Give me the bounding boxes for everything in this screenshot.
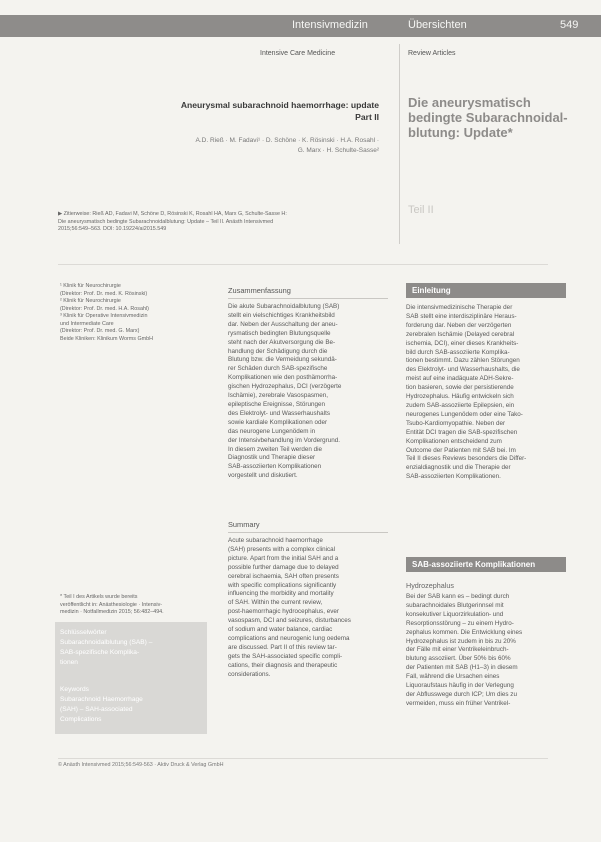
komplikationen-heading: SAB-assoziierte Komplikationen (406, 557, 566, 572)
summary-title: Summary (228, 520, 260, 529)
summary-body (228, 537, 388, 680)
english-title-line1: Aneurysmal subarachnoid haemorrhage: update (180, 100, 379, 110)
body-line: Blutung bzw. die Vermeidung sekundä- (228, 356, 337, 364)
body-line: der Patienten mit SAB (H1–3) in diesem (406, 664, 518, 672)
body-line: (SAH) presents with a complex clinical (228, 545, 336, 553)
keywords-box (55, 622, 207, 734)
body-line: des Elektrolyt- und Wasserhaushalts (228, 409, 330, 417)
body-line: Resorptionsstörung – zu einem Hydro- (406, 619, 514, 627)
body-line: Die akute Subarachnoidalblutung (SAB) (228, 303, 340, 310)
keywords-de-title: Schlüsselwörter (60, 629, 107, 636)
keywords-en-title: Keywords (60, 686, 89, 693)
keywords-en (60, 685, 143, 725)
body-line: der Fälle mit einer Ventrikeleinbruch- (406, 646, 509, 654)
body-line: neurogenes Lungenödem oder eine Tako- (406, 410, 523, 418)
body-line: possible further damage due to delayed (228, 563, 339, 571)
affiliation-line: Beide Kliniken: Klinikum Worms GmbH (60, 335, 154, 342)
citation-line1: ▶ Zitierweise: Rieß AD, Fadavi M, Schöne D, Rösinski K, Rosahl HA, Marx G, Schulte-Sasse H: (58, 211, 287, 217)
body-line: tion basieren, sowie der persistierende (406, 384, 514, 392)
body-line: Hydrozephalus. Häufig entwickeln sich (406, 393, 514, 401)
keyword-item: Subarachnoid Haemorrhage (60, 696, 143, 703)
body-line: rysmatisch bedingten Blutungsquelle (228, 329, 331, 337)
komplikationen-body (406, 593, 566, 709)
body-line: Outcome der Patienten mit SAB bei. Im (406, 446, 516, 454)
body-line: stellt ein vielschichtiges Krankheitsbild (228, 311, 335, 319)
body-line: Komplikationen entscheidend zum (406, 437, 502, 445)
english-authors (196, 136, 380, 155)
german-title-line2: bedingte Subarachnoidal- (408, 110, 568, 125)
body-line: der Abflusswege durch ICP; Um dies zu (406, 690, 517, 698)
body-line: vorgestellt und diskutiert. (228, 472, 298, 480)
german-title-line1: Die aneurysmatisch (408, 95, 531, 110)
english-title (181, 99, 379, 123)
body-line: zephalus kommen. Die Entwicklung eines (406, 628, 523, 636)
body-line: SAB-assoziierten Komplikationen. (406, 473, 501, 481)
body-line: gets the SAH-associated specific compli- (228, 652, 343, 660)
header-page-number: 549 (560, 19, 579, 31)
footer-copyright: © Anästh Intensivmed 2015;56:549-563 · Aktiv Druck & Verlag GmbH (58, 762, 224, 768)
affiliation-line: (Direktor: Prof. Dr. med. K. Rösinski) (60, 290, 148, 297)
footnote-line: veröffentlicht in: Anästhesiologie · Intensiv- (60, 601, 163, 608)
body-line: gischen Hydrozephalus, DCI (verzögerte (228, 383, 342, 391)
affiliation-line: (Direktor: Prof. Dr. med. G. Marx) (60, 328, 140, 334)
body-line: Die intensivmedizinische Therapie der (406, 304, 513, 311)
einleitung-heading: Einleitung (406, 283, 566, 298)
body-line: steht nach der Akutversorgung die Be- (228, 338, 336, 346)
footnote-line: medizin · Notfallmedizin 2015; 56:482–494. (60, 609, 164, 615)
german-title (408, 95, 568, 140)
body-line: Acute subarachnoid haemorrhage (228, 537, 323, 544)
body-line: with specific complications significantly (228, 581, 337, 589)
body-line: SAB stellt eine interdisziplinäre Heraus- (406, 312, 517, 320)
affiliation-line: und Intermediate Care (60, 320, 114, 327)
keyword-item: SAB-spezifische Komplika- (60, 649, 140, 656)
body-line: In diesem zweiten Teil werden die (228, 445, 323, 453)
body-line: Entität DCI tragen die SAB-spezifischen (406, 428, 518, 436)
body-line: epileptische Ereignisse, Störungen (228, 400, 325, 408)
body-line: Fall, während die Ursachen eines (406, 673, 500, 681)
body-line: bild durch SAB-assoziierte Komplika- (406, 348, 510, 356)
einleitung-body (406, 304, 566, 482)
body-line: tionen bestimmt. Dazu zählen Störungen (406, 357, 520, 365)
body-line: konsekutiver Liquorzirkulation- und (406, 610, 504, 618)
footnote-line: * Teil I des Artikels wurde bereits (60, 594, 138, 600)
body-line: are discussed. Part II of this review tar- (228, 643, 337, 651)
einleitung-section (406, 283, 566, 482)
body-line: des Elektrolyt- und Wasserhaushalts, die (406, 366, 520, 374)
body-line: Bei der SAB kann es – bedingt durch (406, 593, 510, 600)
body-line: handlung der Schädigung durch die (228, 347, 328, 355)
affiliation-line: ¹ Klinik für Neurochirurgie (60, 283, 121, 289)
header-divider (399, 44, 400, 244)
citation-line2: Die aneurysmatisch bedingte Subarachnoidalblutung: Update – Teil II. Anästh Intensivmed (58, 218, 274, 225)
body-line: Hydrozephalus ist zudem in bis zu 20% (406, 637, 516, 645)
body-line: Diagnostik und Therapie dieser (228, 454, 316, 462)
journal-header-bar (0, 15, 601, 37)
footer-divider (58, 758, 548, 759)
affiliation-line: ² Klinik für Neurochirurgie (60, 298, 121, 304)
body-line: der Intensivbehandlung im Vordergrund. (228, 436, 341, 444)
body-line: of sodium and water balance, cardiac (228, 626, 333, 634)
authors-line1: A.D. Rieß · M. Fadavi¹ · D. Schöne · K. Rösinski · H.A. Rosahl · (195, 137, 379, 144)
body-line: das neurogene Lungenödem in (228, 427, 316, 435)
citation-block (58, 211, 378, 234)
body-line: vasospasm, DCI and seizures, disturbances (228, 617, 351, 625)
body-line: ischemia, DCI), einer dieses Krankheits- (406, 339, 519, 347)
german-part: Teil II (408, 204, 434, 216)
body-line: blutung assoziiert. Über 50% bis 60% (406, 655, 511, 663)
body-line: of SAH. Within the current review, (228, 599, 323, 607)
body-line: rer Schäden durch SAB-spezifische (228, 365, 328, 373)
title-underline (228, 532, 388, 533)
footnote (60, 594, 210, 617)
body-line: considerations. (228, 670, 271, 678)
body-line: Liquoraufstaus häufig in der Verlegung (406, 682, 514, 690)
zusammenfassung-section (228, 286, 388, 481)
english-title-line2: Part II (355, 112, 379, 122)
body-line: sowie kardiale Komplikationen oder (228, 418, 328, 426)
body-line: enzialdiagnostik und die Therapie der (406, 464, 511, 472)
keyword-item: Subarachnoidalblutung (SAB) – (60, 639, 153, 646)
header-category: Übersichten (408, 19, 467, 31)
zusammenfassung-body (228, 303, 388, 481)
keyword-item: tionen (60, 659, 78, 666)
body-line: meist auf eine inadäquate ADH-Sekre- (406, 375, 514, 383)
section-divider (58, 264, 548, 265)
german-title-line3: blutung: Update* (408, 125, 513, 140)
body-line: cations, their diagnosis and therapeutic (228, 661, 338, 669)
body-line: Tsubo-Kardiomyopathie. Neben der (406, 419, 506, 427)
body-line: subarachnoidales Blutgerinnsel mit (406, 601, 504, 609)
body-line: zerebralen Ischämie (Delayed cerebral (406, 330, 515, 338)
authors-line2: G. Marx · H. Schulte-Sasse² (297, 146, 379, 154)
affiliations (60, 283, 200, 343)
body-line: vermeiden, muss ein früher Ventrikel- (406, 699, 511, 707)
affiliation-line: (Direktor: Prof. Dr. med. H.A. Rosahl) (60, 305, 149, 312)
body-line: picture. Apart from the initial SAH and a (228, 554, 339, 562)
keywords-de (60, 628, 152, 668)
body-line: Teil II dieses Reviews besonders die Differ- (406, 455, 527, 463)
title-underline (228, 298, 388, 299)
body-line: cerebral ischaemia, SAH often presents (228, 572, 339, 580)
hydrozephalus-subtitle: Hydrozephalus (406, 581, 454, 590)
body-line: influencing the morbidity and mortality (228, 590, 334, 598)
body-line: dar. Neben der Ausschaltung der aneu- (228, 320, 338, 328)
subheader-left: Intensive Care Medicine (260, 50, 336, 57)
body-line: Ischämie), zerebrale Vasospasmen, (228, 392, 328, 400)
komplikationen-section (406, 557, 566, 709)
keyword-item: (SAH) – SAH-associated (60, 706, 133, 713)
affiliation-line: ³ Klinik für Operative Intensivmedizin (60, 313, 148, 319)
zusammenfassung-title: Zusammenfassung (228, 286, 291, 295)
body-line: SAB-assoziierten Komplikationen (228, 463, 322, 471)
subheader-right: Review Articles (408, 50, 456, 57)
body-line: complications and neurogenic lung oedema (228, 634, 350, 642)
body-line: Komplikationen wie den posthämorrha- (228, 374, 338, 382)
citation-line3: 2015;56:549–563. DOI: 10.19224/ai2015.549 (58, 226, 167, 232)
body-line: forderung dar. Neben der verzögerten (406, 321, 512, 329)
body-line: post-haemorrhagic hydrocephalus, ever (228, 608, 339, 616)
keyword-item: Complications (60, 716, 102, 723)
body-line: zudem SAB-assoziierte Epilepsien, ein (406, 401, 515, 409)
header-section: Intensivmedizin (292, 19, 368, 31)
summary-section (228, 520, 388, 680)
